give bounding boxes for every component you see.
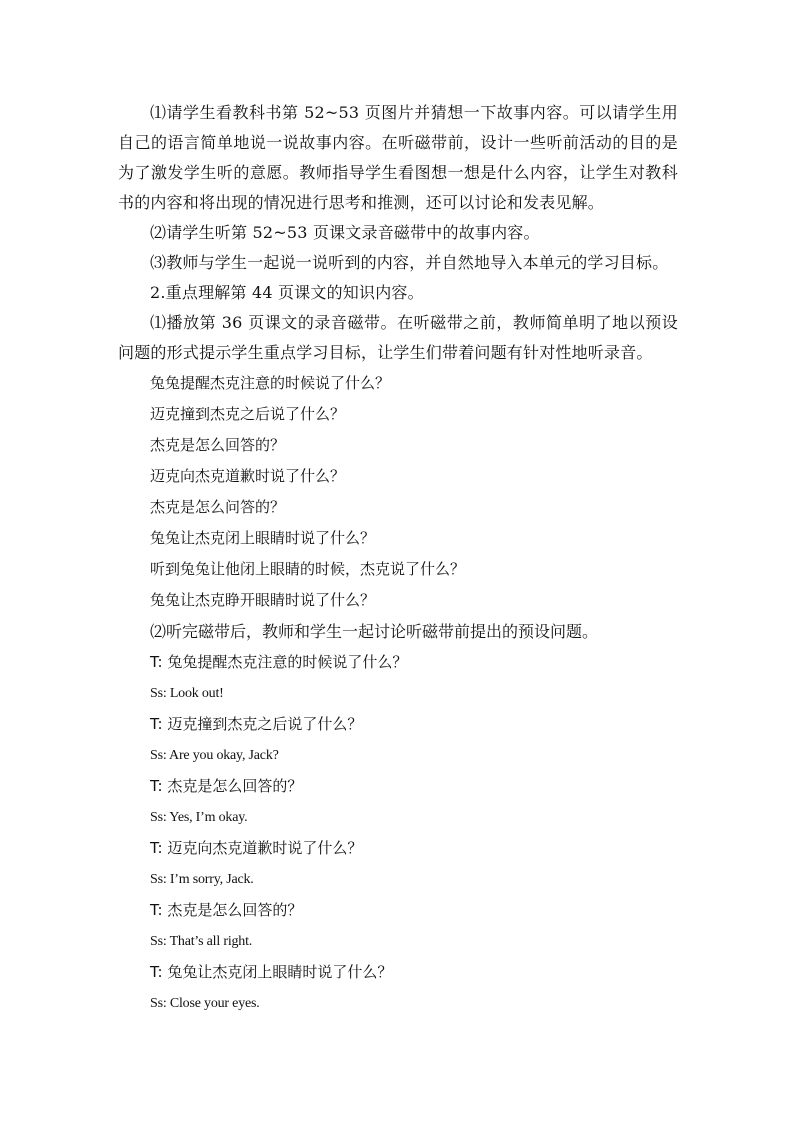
question-line: 听到兔兔让他闭上眼睛的时候，杰克说了什么？ [150,560,466,578]
question-line: 兔兔提醒杰克注意的时候说了什么？ [150,374,391,392]
question-line: 杰克是怎么问答的？ [150,498,286,516]
question-line: 杰克是怎么回答的？ [150,436,286,454]
dialogue-teacher-line: T: 杰克是怎么回答的？ [150,901,303,919]
dialogue-student-line: Ss: That’s all right. [150,934,253,949]
paragraph-listen-tape: ⑵请学生听第 52~53 页课文录音磁带中的故事内容。 [150,223,540,242]
dialogue-teacher-line: T: 兔兔提醒杰克注意的时候说了什么？ [150,653,408,671]
question-line: 兔兔让杰克闭上眼睛时说了什么？ [150,529,376,547]
dialogue-student-line: Ss: Yes, I’m okay. [150,810,248,825]
document-body [118,98,678,1019]
question-line: 迈克向杰克道歉时说了什么？ [150,467,346,485]
paragraph-discuss-goals: ⑶教师与学生一起说一说听到的内容，并自然地导入本单元的学习目标。 [150,253,669,272]
dialogue-student-line: Ss: Look out! [150,686,224,701]
dialogue-teacher-line: T: 迈克向杰克道歉时说了什么？ [150,839,363,857]
dialogue-student-line: Ss: Close your eyes. [150,996,260,1011]
question-line: 兔兔让杰克睁开眼睛时说了什么？ [150,591,376,609]
dialogue-student-line: Ss: I’m sorry, Jack. [150,872,254,887]
paragraph-play-tape: ⑴播放第 36 页课文的录音磁带。在听磁带之前，教师简单明了地以预设问题的形式提示学生重点学习目标，让学生们带着问题有针对性地听录音。 [118,313,678,362]
dialogue-teacher-line: T: 兔兔让杰克闭上眼睛时说了什么？ [150,963,393,981]
section-heading: 2.重点理解第 44 页课文的知识内容。 [150,283,424,302]
dialogue-teacher-line: T: 迈克撞到杰克之后说了什么？ [150,715,363,733]
paragraph-guess-story: ⑴请学生看教科书第 52~53 页图片并猜想一下故事内容。可以请学生用自己的语言简单地说一说故事内容。在听磁带前，设计一些听前活动的目的是为了激发学生听的意愿。教师指导学生看图想一想是什么内容，让学生对教科书的内容和将出现的情况进行思考和推测，还可以讨论和发表见解。 [118,103,678,212]
dialogue-teacher-line: T: 杰克是怎么回答的？ [150,777,303,795]
dialogue-student-line: Ss: Are you okay, Jack? [150,748,279,763]
question-line: 迈克撞到杰克之后说了什么？ [150,405,346,423]
paragraph-after-tape: ⑵听完磁带后，教师和学生一起讨论听磁带前提出的预设问题。 [150,622,599,641]
